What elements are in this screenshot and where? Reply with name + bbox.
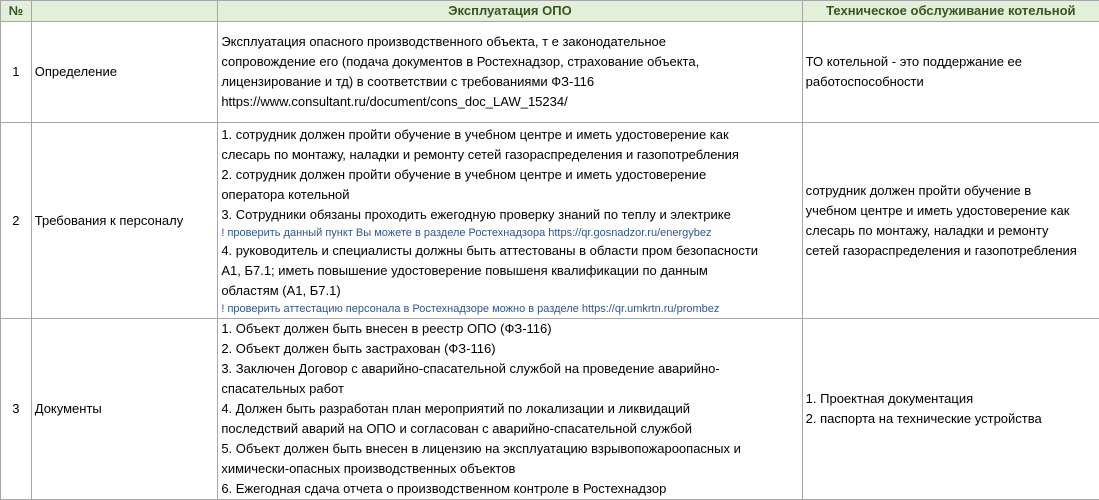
header-ts[interactable]: Техническое обслуживание котельной	[802, 1, 1099, 22]
row-number[interactable]: 3	[1, 319, 32, 500]
cell-line: А1, Б7.1; иметь повышение удостоверение повышеня квалификации по данным	[221, 261, 798, 281]
ops-cell[interactable]	[218, 123, 802, 319]
row-title[interactable]: Определение	[31, 22, 218, 123]
cell-line: химически-опасных производственных объектов	[221, 459, 798, 479]
verification-note: ! проверить данный пункт Вы можете в разделе Ростехнадзора https://qr.gosnadzor.ru/energybez	[221, 225, 798, 241]
table-row	[1, 22, 1099, 123]
ts-cell[interactable]	[802, 319, 1099, 500]
cell-line: слесарь по монтажу, наладки и ремонту	[806, 221, 1096, 241]
cell-line: 2. Объект должен быть застрахован (ФЗ-116)	[221, 339, 798, 359]
cell-line: оператора котельной	[221, 185, 798, 205]
cell-line: 1. Объект должен быть внесен в реестр ОПО (ФЗ-116)	[221, 319, 798, 339]
cell-line: спасательных работ	[221, 379, 798, 399]
header-name[interactable]	[31, 1, 218, 22]
cell-line: последствий аварий на ОПО и согласован с аварийно-спасательной службой	[221, 419, 798, 439]
header-ops[interactable]: Эксплуатация ОПО	[218, 1, 802, 22]
ts-cell[interactable]	[802, 123, 1099, 319]
cell-line: сетей газораспределения и газопотребления	[806, 241, 1096, 261]
cell-line: 3. Сотрудники обязаны проходить ежегодную проверку знаний по теплу и электрике	[221, 205, 798, 225]
row-title[interactable]: Требования к персоналу	[31, 123, 218, 319]
verification-note: ! проверить аттестацию персонала в Ростехнадзоре можно в разделе https://qr.umkrtn.ru/prombez	[221, 301, 798, 317]
cell-line: слесарь по монтажу, наладки и ремонту сетей газораспределения и газопотребления	[221, 145, 798, 165]
ts-cell[interactable]	[802, 22, 1099, 123]
cell-line: работоспособности	[806, 72, 1096, 92]
cell-line: 4. Должен быть разработан план мероприятий по локализации и ликвидаций	[221, 399, 798, 419]
cell-line: 1. сотрудник должен пройти обучение в учебном центре и иметь удостоверение как	[221, 125, 798, 145]
row-number[interactable]: 2	[1, 123, 32, 319]
cell-line: ТО котельной - это поддержание ее	[806, 52, 1096, 72]
table-row	[1, 319, 1099, 500]
cell-line: 5. Объект должен быть внесен в лицензию на эксплуатацию взрывопожароопасных и	[221, 439, 798, 459]
cell-line: учебном центре и иметь удостоверение как	[806, 201, 1096, 221]
cell-line: Эксплуатация опасного производственного объекта, т е законодательное	[221, 32, 798, 52]
cell-line: сопровождение его (подача документов в Ростехнадзор, страхование объекта,	[221, 52, 798, 72]
cell-line: областям (А1, Б7.1)	[221, 281, 798, 301]
header-row	[1, 1, 1099, 22]
ops-cell[interactable]	[218, 319, 802, 500]
cell-line: 1. Проектная документация	[806, 389, 1096, 409]
cell-line: лицензирование и тд) в соответствии с требованиями ФЗ-116	[221, 72, 798, 92]
cell-line: 2. сотрудник должен пройти обучение в учебном центре и иметь удостоверение	[221, 165, 798, 185]
cell-line: 2. паспорта на технические устройства	[806, 409, 1096, 429]
header-num[interactable]: №	[1, 1, 32, 22]
row-title[interactable]: Документы	[31, 319, 218, 500]
cell-line: 6. Ежегодная сдача отчета о производственном контроле в Ростехнадзор	[221, 479, 798, 499]
cell-line: сотрудник должен пройти обучение в	[806, 181, 1096, 201]
ops-cell[interactable]	[218, 22, 802, 123]
table-row	[1, 123, 1099, 319]
row-number[interactable]: 1	[1, 22, 32, 123]
cell-line: https://www.consultant.ru/document/cons_doc_LAW_15234/	[221, 92, 798, 112]
cell-line: 3. Заключен Договор с аварийно-спасательной службой на проведение аварийно-	[221, 359, 798, 379]
cell-line: 4. руководитель и специалисты должны быть аттестованы в области пром безопасности	[221, 241, 798, 261]
